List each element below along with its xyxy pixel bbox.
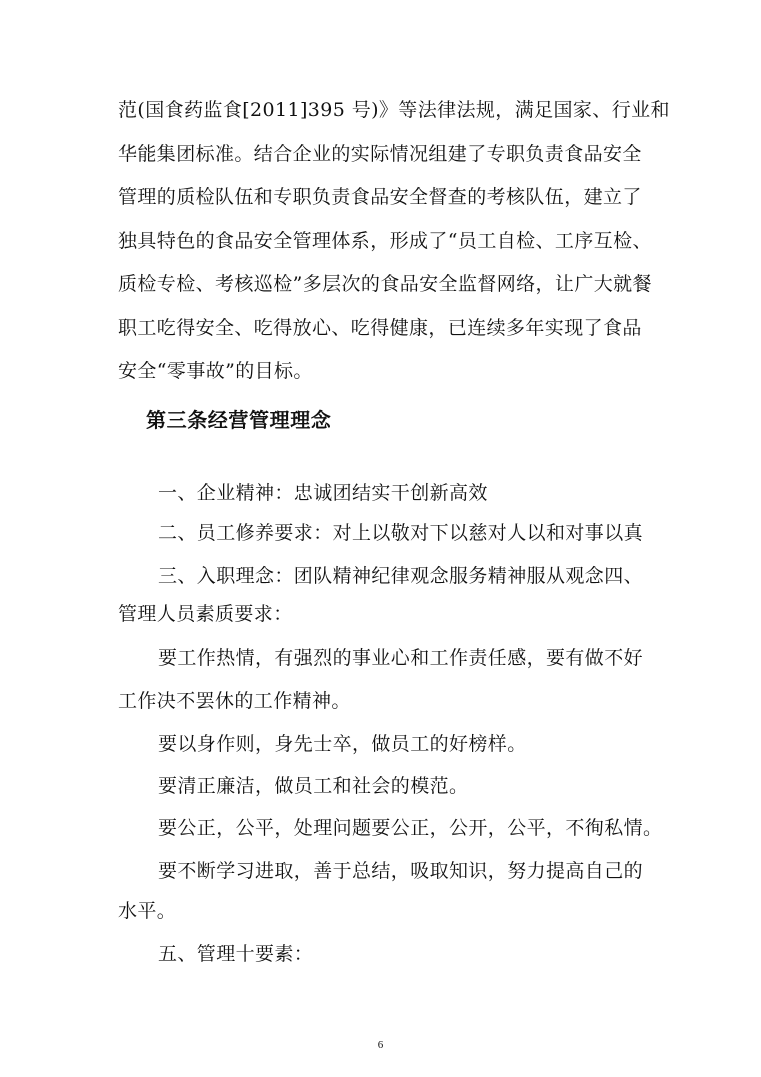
item-quality-requirements: 管理人员素质要求： xyxy=(118,603,293,625)
intro-line-1: 范(国食药监食[2011]395 号)》等法律法规，满足国家、行业和 xyxy=(118,99,670,121)
section-heading: 第三条经营管理理念 xyxy=(146,408,332,432)
intro-line-5: 质检专检、考核巡检”多层次的食品安全监督网络，让广大就餐 xyxy=(118,273,652,295)
intro-line-6: 职工吃得安全、吃得放心、吃得健康，已连续多年实现了食品 xyxy=(118,317,642,339)
requirement-1-line-1: 要工作热情，有强烈的事业心和工作责任感，要有做不好 xyxy=(158,647,644,669)
item-onboarding-concept: 三、入职理念：团队精神纪律观念服务精神服从观念四、 xyxy=(158,565,644,587)
item-ten-elements: 五、管理十要素： xyxy=(158,943,314,965)
requirement-1-line-2: 工作决不罢休的工作精神。 xyxy=(118,690,351,712)
intro-line-7: 安全“零事故”的目标。 xyxy=(118,360,313,382)
intro-line-2: 华能集团标准。结合企业的实际情况组建了专职负责食品安全 xyxy=(118,143,642,165)
requirement-4: 要公正，公平，处理问题要公正，公开，公平，不徇私情。 xyxy=(158,817,663,839)
requirement-3: 要清正廉洁，做员工和社会的模范。 xyxy=(158,775,469,797)
requirement-2: 要以身作则，身先士卒，做员工的好榜样。 xyxy=(158,733,527,755)
requirement-5-line-2: 水平。 xyxy=(118,900,177,922)
page-number: 6 xyxy=(377,1039,384,1051)
requirement-5-line-1: 要不断学习进取，善于总结，吸取知识，努力提高自己的 xyxy=(158,860,644,882)
item-staff-cultivation: 二、员工修养要求：对上以敬对下以慈对人以和对事以真 xyxy=(158,522,644,544)
intro-line-3: 管理的质检队伍和专职负责食品安全督查的考核队伍，建立了 xyxy=(118,186,642,208)
intro-line-4: 独具特色的食品安全管理体系，形成了“员工自检、工序互检、 xyxy=(118,230,652,252)
item-enterprise-spirit: 一、企业精神：忠诚团结实干创新高效 xyxy=(158,482,488,504)
